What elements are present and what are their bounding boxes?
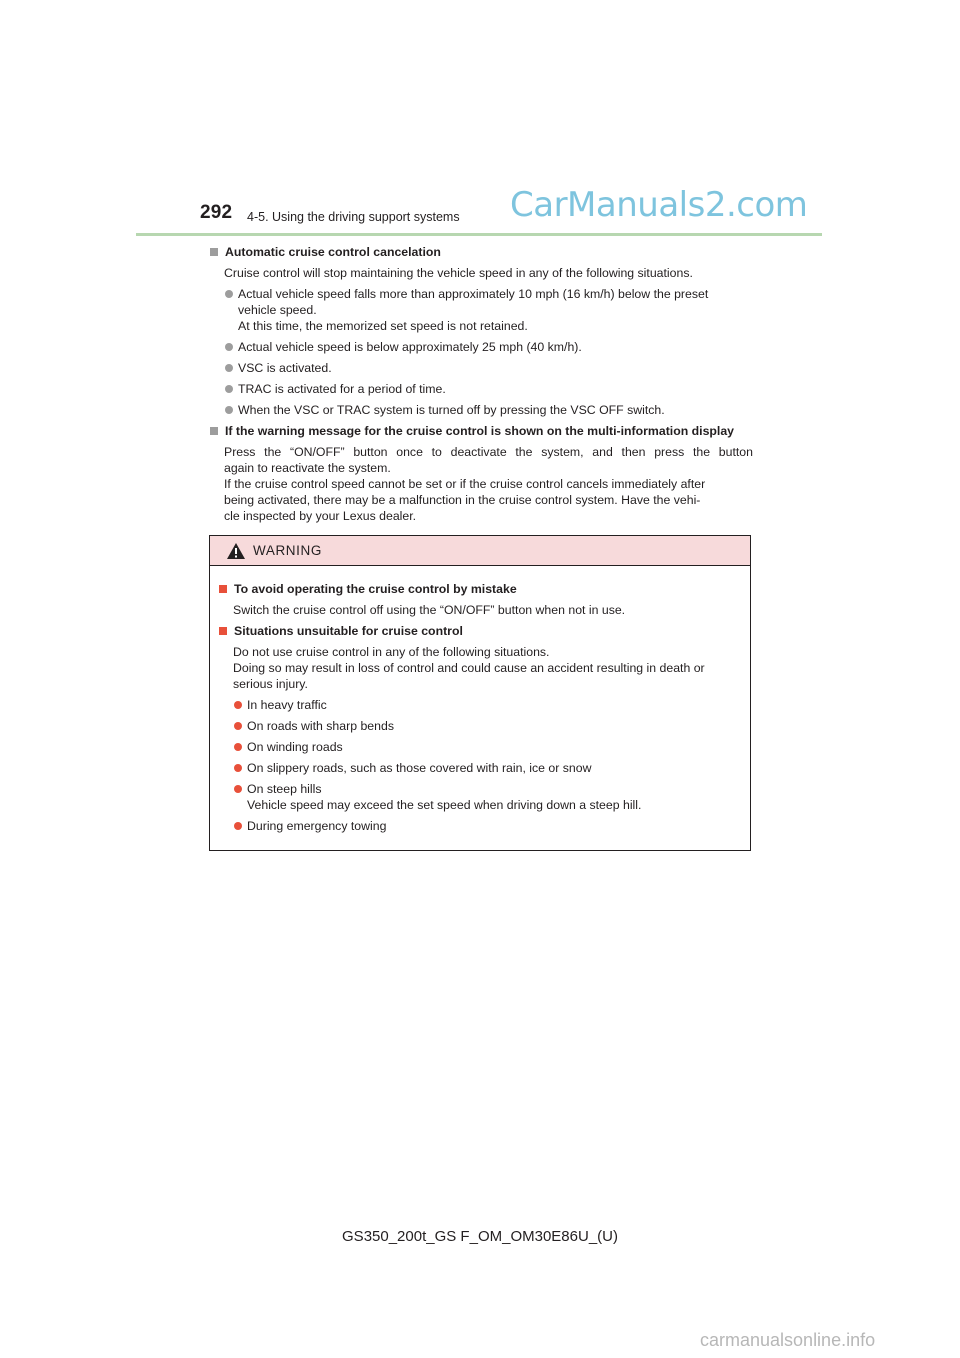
paragraph-line: cle inspected by your Lexus dealer. bbox=[224, 509, 417, 523]
list-item bbox=[217, 781, 740, 813]
list-item-text: VSC is activated. bbox=[238, 361, 332, 375]
list-item bbox=[208, 381, 753, 397]
document-code: GS350_200t_GS F_OM_OM30E86U_(U) bbox=[342, 1228, 618, 1245]
heading-text: Situations unsuitable for cruise control bbox=[234, 624, 463, 638]
list-item bbox=[217, 697, 740, 713]
header-rule bbox=[136, 233, 822, 236]
paragraph-line: If the cruise control speed cannot be set or if the cruise control cancels immediately after bbox=[224, 477, 706, 491]
section-title: 4-5. Using the driving support systems bbox=[247, 210, 460, 224]
list-item-text: During emergency towing bbox=[247, 819, 387, 833]
square-bullet-icon bbox=[210, 248, 218, 256]
bullet-dot-icon bbox=[225, 343, 233, 351]
bullet-dot-icon bbox=[225, 406, 233, 414]
list-item bbox=[217, 818, 740, 834]
warning-box bbox=[209, 535, 751, 851]
list-item bbox=[208, 402, 753, 418]
warning-heading bbox=[217, 623, 740, 639]
bullet-dot-icon bbox=[234, 722, 242, 730]
square-bullet-icon bbox=[219, 585, 227, 593]
main-content bbox=[208, 244, 753, 524]
list-item bbox=[208, 360, 753, 376]
heading-text: Automatic cruise control cancelation bbox=[225, 245, 441, 259]
warning-heading bbox=[217, 581, 740, 597]
page-number: 292 bbox=[200, 202, 233, 223]
list-item bbox=[208, 339, 753, 355]
list-item bbox=[208, 286, 753, 334]
list-item bbox=[217, 718, 740, 734]
list-item-text: Actual vehicle speed is below approximately 25 mph (40 km/h). bbox=[238, 340, 582, 354]
warning-triangle-icon bbox=[227, 543, 245, 559]
section-heading bbox=[208, 423, 753, 439]
list-item-text: When the VSC or TRAC system is turned off by pressing the VSC OFF switch. bbox=[238, 403, 665, 417]
warning-header bbox=[210, 536, 750, 566]
paragraph bbox=[208, 444, 753, 524]
list-item-text: Actual vehicle speed falls more than approximately 10 mph (16 km/h) below the preset bbox=[238, 287, 709, 301]
paragraph: Switch the cruise control off using the “ON/OFF” button when not in use. bbox=[233, 603, 626, 617]
section-heading bbox=[208, 244, 753, 260]
list-item-text: Vehicle speed may exceed the set speed when driving down a steep hill. bbox=[247, 798, 642, 812]
watermark-footer: carmanualsonline.info bbox=[700, 1330, 876, 1350]
page-header bbox=[200, 185, 820, 236]
list-item-text: vehicle speed. bbox=[238, 303, 317, 317]
bullet-dot-icon bbox=[234, 701, 242, 709]
paragraph-line: serious injury. bbox=[233, 677, 308, 691]
square-bullet-icon bbox=[210, 427, 218, 435]
warning-title: WARNING bbox=[253, 543, 322, 558]
bullet-dot-icon bbox=[234, 764, 242, 772]
heading-text: If the warning message for the cruise control is shown on the multi-information display bbox=[225, 424, 735, 438]
paragraph-line: Doing so may result in loss of control and could cause an accident resulting in death or bbox=[233, 661, 705, 675]
bullet-dot-icon bbox=[234, 785, 242, 793]
list-item-text: On steep hills bbox=[247, 782, 322, 796]
warning-body bbox=[210, 566, 750, 834]
list-item-text: TRAC is activated for a period of time. bbox=[238, 382, 446, 396]
list-item-text: At this time, the memorized set speed is not retained. bbox=[238, 319, 528, 333]
list-item-text: In heavy traffic bbox=[247, 698, 327, 712]
bullet-dot-icon bbox=[225, 290, 233, 298]
list-item-text: On slippery roads, such as those covered with rain, ice or snow bbox=[247, 761, 592, 775]
paragraph-line: Press the “ON/OFF” button once to deactivate the system, and then press the button bbox=[224, 445, 753, 459]
bullet-dot-icon bbox=[225, 385, 233, 393]
bullet-dot-icon bbox=[225, 364, 233, 372]
bullet-dot-icon bbox=[234, 743, 242, 751]
paragraph: Cruise control will stop maintaining the vehicle speed in any of the following situations. bbox=[224, 266, 693, 280]
watermark-logo: CarManuals2.com bbox=[510, 185, 808, 225]
paragraph-line: again to reactivate the system. bbox=[224, 461, 391, 475]
list-item-text: On winding roads bbox=[247, 740, 343, 754]
list-item-text: On roads with sharp bends bbox=[247, 719, 394, 733]
paragraph-line: being activated, there may be a malfunction in the cruise control system. Have the vehi- bbox=[224, 493, 701, 507]
heading-text: To avoid operating the cruise control by mistake bbox=[234, 582, 517, 596]
paragraph bbox=[217, 644, 740, 692]
square-bullet-icon bbox=[219, 627, 227, 635]
bullet-dot-icon bbox=[234, 822, 242, 830]
list-item bbox=[217, 739, 740, 755]
list-item bbox=[217, 760, 740, 776]
paragraph-line: Do not use cruise control in any of the following situations. bbox=[233, 645, 550, 659]
